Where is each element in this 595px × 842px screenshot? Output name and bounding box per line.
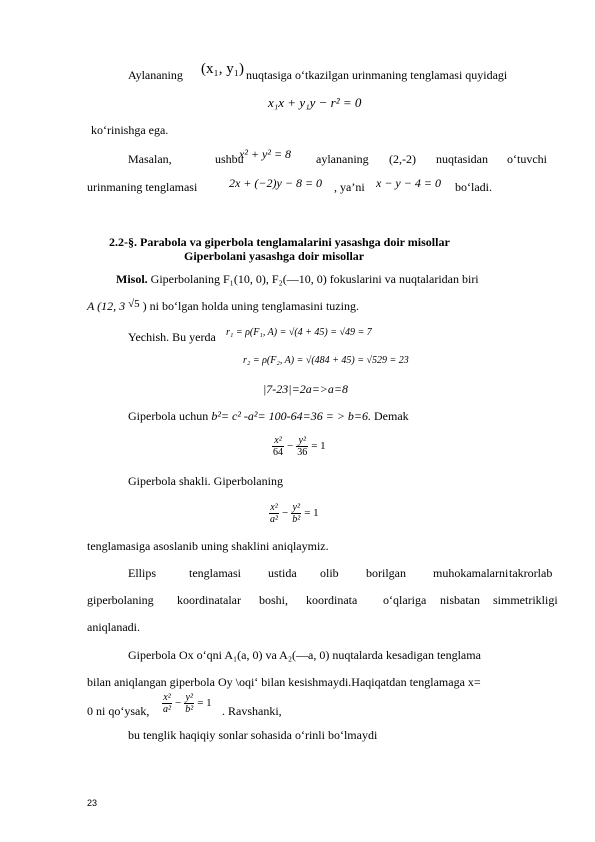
p1-rest: nuqtasiga o‘tkazilgan urinmaning tenglamasi quyidagi xyxy=(246,68,508,82)
b-formula: b²= c² -a²= 100-64=36 = > b=6. xyxy=(211,409,372,423)
ellips-word: boshi, xyxy=(259,593,289,607)
ellips-word: borilgan xyxy=(366,566,406,580)
ox-line-1: Giperbola Ox o‘qni A₁(a, 0) va A₂(—a, 0) nuqtalarda kesadigan tenglama xyxy=(128,648,481,662)
ox-line-4: bu tenglik haqiqiy sonlar sohasida o‘rinli bo‘lmaydi xyxy=(128,728,378,742)
demak-text: Demak xyxy=(374,409,409,423)
giperbola-text: Giperbola uchun xyxy=(128,409,209,423)
giperbola-line xyxy=(128,409,409,423)
p2-word: nuqtasidan xyxy=(436,152,488,166)
frac-num: x² xyxy=(270,501,278,513)
frac-num: y² xyxy=(292,501,300,513)
misol-label: Misol. xyxy=(116,272,148,286)
hyperbola-equation-general xyxy=(269,497,319,528)
ellips-word: simmetrikligi xyxy=(493,593,558,607)
shakl-text: Giperbola shakli. Giperbolaning xyxy=(128,474,283,488)
equals-one: = 1 xyxy=(304,507,319,519)
ellips-word: o‘qlariga xyxy=(383,593,427,607)
yechish-label: Yechish. Bu yerda xyxy=(128,330,216,344)
sqrt-five: √5 xyxy=(128,298,140,310)
ox-line-2: bilan aniqlangan giperbola Oy \oqi‘ bilan kesishmaydi.Haqiqatdan tenglamaga x= xyxy=(87,675,481,689)
frac-den: a² xyxy=(270,513,278,525)
page-number: 23 xyxy=(87,798,98,808)
circle-equation: x² + y² = 8 xyxy=(239,147,292,161)
tangent-equation: x₁x + y₁y − r² = 0 xyxy=(268,95,362,110)
p1-lead: Aylananing xyxy=(128,68,183,82)
p2-word: Masalan, xyxy=(128,152,172,166)
r1-formula: r₁ = ρ(F₁, A) = √(4 + 45) = √49 = 7 xyxy=(226,327,372,338)
equals-one: = 1 xyxy=(311,440,326,452)
ellips-word: ustida xyxy=(268,566,297,580)
ellips-line-3: aniqlanadi. xyxy=(87,620,140,634)
frac-num: y² xyxy=(185,691,193,703)
frac-den: 64 xyxy=(273,446,283,458)
minus-sign: − xyxy=(175,697,182,709)
frac-den: b² xyxy=(292,513,301,525)
tangent-equation-1: 2x + (−2)y − 8 = 0 xyxy=(229,176,323,190)
ox-line-3b: . Ravshanki, xyxy=(222,704,282,718)
ellips-word: tenglamasi xyxy=(189,566,241,580)
p2-end: bo‘ladi. xyxy=(455,180,492,194)
r2-formula: r₂ = ρ(F₂, A) = √(484 + 45) = √529 = 23 xyxy=(243,355,409,366)
ellips-word: nisbatan xyxy=(440,593,480,607)
frac-num: x² xyxy=(163,691,171,703)
frac-num: y² xyxy=(296,435,308,447)
point-a: A (12, 3 xyxy=(87,299,126,313)
p1-tail: ko‘rinishga ega. xyxy=(91,123,169,137)
misol-text: Giperbolaning F₁(10, 0), F₂(—10, 0) fokuslarini va nuqtalaridan biri xyxy=(150,272,479,286)
ellips-word: Ellips xyxy=(128,566,157,580)
p2-word: (2,-2) xyxy=(389,152,416,166)
hyperbola-equation-x0 xyxy=(162,687,212,718)
equals-one: = 1 xyxy=(197,697,212,709)
ellips-word: takrorlab xyxy=(509,566,553,580)
subsection-heading: Giperbolani yasashga doir misollar xyxy=(184,249,365,263)
frac-num: x² xyxy=(272,435,284,447)
minus-sign: − xyxy=(287,440,294,452)
frac-den: b² xyxy=(185,703,194,715)
ellips-word: giperbolaning xyxy=(87,593,154,607)
ellips-word: olib xyxy=(320,566,339,580)
distance-relation: |7-23|=2a=>a=8 xyxy=(263,382,348,396)
shakl-after: tenglamasiga asoslanib uning shaklini aniqlaymiz. xyxy=(87,539,329,553)
p2-word: ushbu xyxy=(215,152,244,166)
misol-text-2: ) ni bo‘lgan holda uning tenglamasini tuzing. xyxy=(142,299,359,313)
hyperbola-equation-specific xyxy=(272,430,326,461)
point-formula: (x₁, y₁) xyxy=(201,61,244,77)
ellips-word: muhokamalarni xyxy=(433,566,509,580)
misol-line xyxy=(116,272,479,286)
misol-line-2 xyxy=(87,299,359,314)
minus-sign: − xyxy=(282,507,289,519)
p2-word: aylananing xyxy=(316,152,369,166)
tangent-equation-2: x − y − 4 = 0 xyxy=(376,176,441,190)
frac-den: 36 xyxy=(297,446,308,458)
p2-yani: , ya’ni xyxy=(334,180,365,194)
p2-word: o‘tuvchi xyxy=(507,152,547,166)
frac-den: a² xyxy=(163,703,171,715)
ellips-word: koordinatalar xyxy=(177,593,241,607)
p2-line2: urinmaning tenglamasi xyxy=(87,180,198,194)
ellips-word: koordinata xyxy=(306,593,358,607)
ox-line-3a: 0 ni qo‘ysak, xyxy=(87,704,150,718)
section-heading: 2.2-§. Parabola va giperbola tenglamalarini yasashga doir misollar xyxy=(109,235,450,249)
